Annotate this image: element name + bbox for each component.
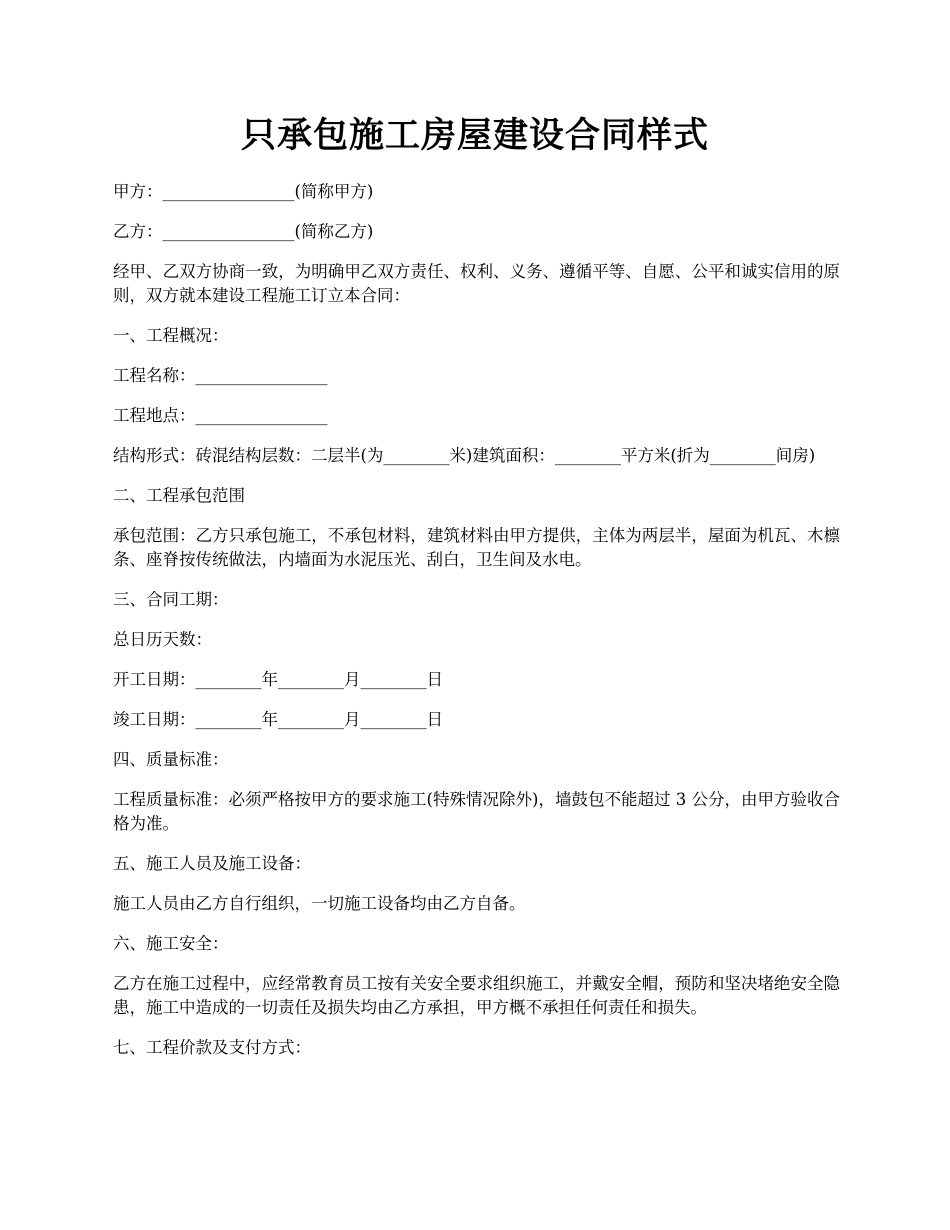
project-location-line: 工程地点：________________ bbox=[113, 406, 328, 425]
quality-paragraph: 工程质量标准：必须严格按甲方的要求施工(特殊情况除外)，墙鼓包不能超过 3 公分，由甲方验收合格为准。 bbox=[113, 790, 840, 833]
party-b-line: 乙方：________________(简称乙方) bbox=[113, 222, 374, 241]
personnel-paragraph: 施工人员由乙方自行组织，一切施工设备均由乙方自备。 bbox=[113, 894, 526, 913]
section-heading-2: 二、工程承包范围 bbox=[113, 486, 245, 505]
preamble-paragraph: 经甲、乙双方协商一致，为明确甲乙双方责任、权利、义务、遵循平等、自愿、公平和诚实信用的原则，双方就本建设工程施工订立本合同： bbox=[113, 262, 840, 305]
safety-paragraph: 乙方在施工过程中，应经常教育员工按有关安全要求组织施工，并戴安全帽，预防和坚决堵绝安全隐患，施工中造成的一切责任及损失均由乙方承担，甲方概不承担任何责任和损失。 bbox=[113, 974, 840, 1017]
document-title: 只承包施工房屋建设合同样式 bbox=[240, 115, 709, 156]
section-heading-3: 三、合同工期： bbox=[113, 590, 229, 609]
party-a-line: 甲方：________________(简称甲方) bbox=[113, 182, 374, 201]
section-heading-5: 五、施工人员及施工设备： bbox=[113, 854, 311, 873]
section-heading-4: 四、质量标准： bbox=[113, 750, 229, 769]
section-heading-1: 一、工程概况： bbox=[113, 326, 229, 345]
scope-paragraph: 承包范围：乙方只承包施工，不承包材料，建筑材料由甲方提供，主体为两层半，屋面为机瓦、木檩条、座脊按传统做法，内墙面为水泥压光、刮白，卫生间及水电。 bbox=[113, 526, 840, 569]
total-days-line: 总日历天数： bbox=[113, 630, 212, 649]
document-body bbox=[113, 180, 840, 1076]
start-date-line: 开工日期：________年________月________日 bbox=[113, 670, 443, 689]
section-heading-6: 六、施工安全： bbox=[113, 934, 229, 953]
completion-date-line: 竣工日期：________年________月________日 bbox=[113, 710, 443, 729]
project-name-line: 工程名称：________________ bbox=[113, 366, 328, 385]
structure-line: 结构形式：砖混结构层数：二层半(为________米)建筑面积：________平方米(折为________间房) bbox=[113, 446, 816, 465]
section-heading-7: 七、工程价款及支付方式： bbox=[113, 1038, 311, 1057]
